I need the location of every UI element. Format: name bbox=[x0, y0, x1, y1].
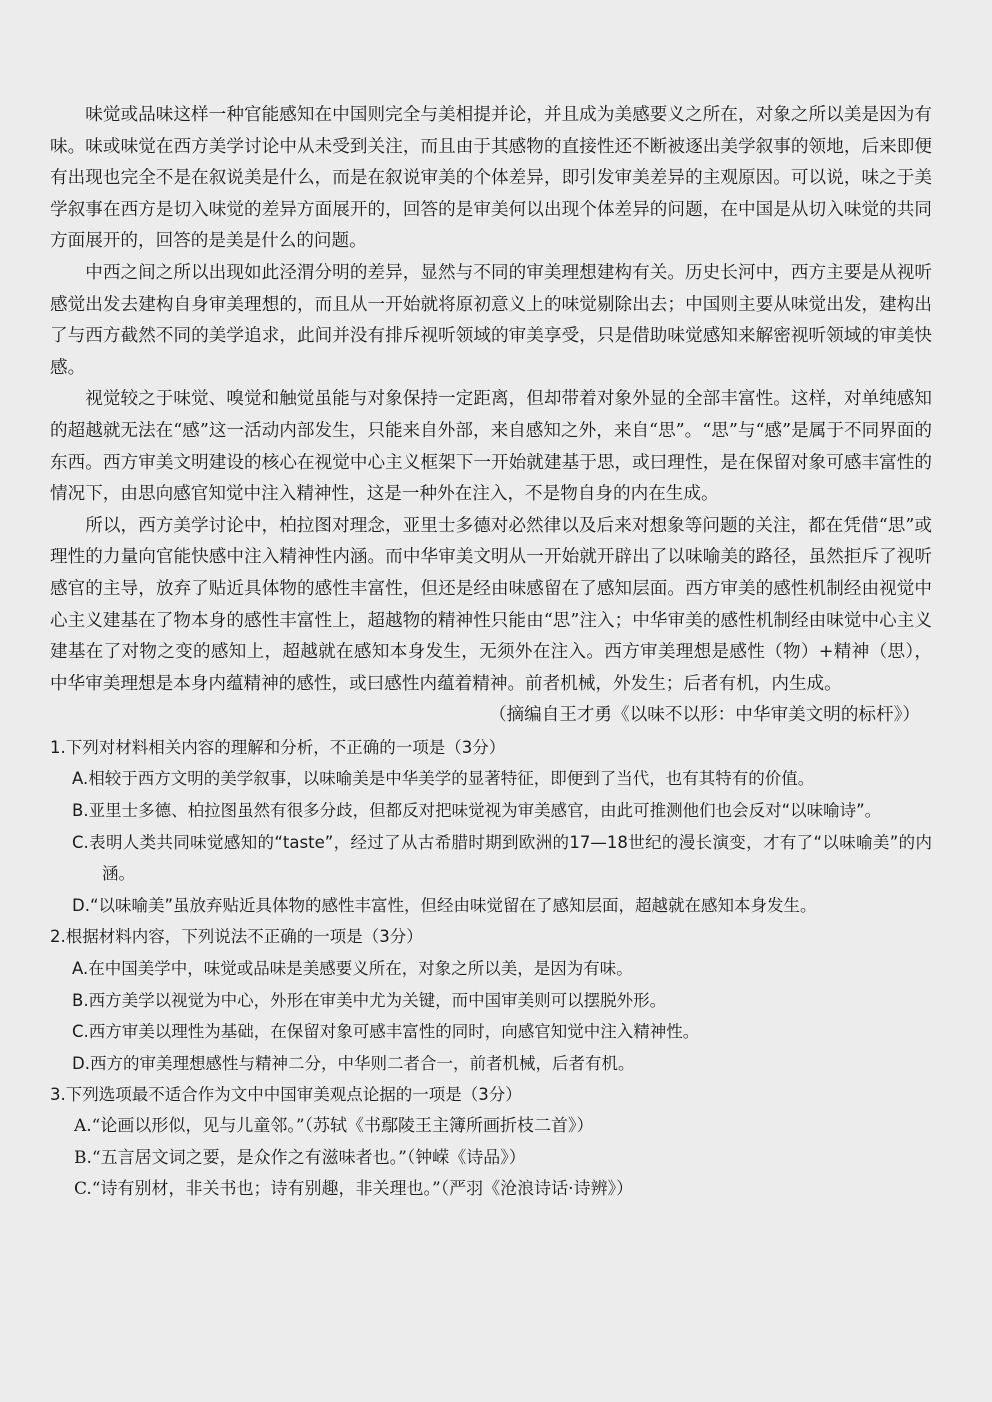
passage-paragraph-2: 中西之间之所以出现如此泾渭分明的差异，显然与不同的审美理想建构有关。历史长河中，西方主要是从视听感觉出发去建构自身审美理想的，而且从一开始就将原初意义上的味觉剔除出去；中国则主要从味觉出发，建构出了与西方截然不同的美学追求，此间并没有排斥视听领域的审美享受，只是借助味觉感知来解密视听领域的审美快感。 bbox=[50, 262, 932, 378]
passage-paragraph-3: 视觉较之于味觉、嗅觉和触觉虽能与对象保持一定距离，但却带着对象外显的全部丰富性。这样，对单纯感知的超越就无法在“感”这一活动内部发生，只能来自外部，来自感知之外，来自“思”。“思”与“感”是属于不同界面的东西。西方审美文明建设的核心在视觉中心主义框架下一开始就建基于思，或曰理性，是在保留对象可感丰富性的情况下，由思向感官知觉中注入精神性，这是一种外在注入，不是物自身的内在生成。 bbox=[50, 389, 932, 505]
option-c: C.“诗有别材，非关书也；诗有别趣，非关理也。”（严羽《沧浪诗话·诗辨》） bbox=[74, 1179, 634, 1200]
option-c: C.表明人类共同味觉感知的“taste”，经过了从古希腊时期到欧洲的17—18世纪的漫长演变，才有了“以味喻美”的内涵。 bbox=[72, 832, 932, 884]
option-a: A.在中国美学中，味觉或品味是美感要义所在，对象之所以美，是因为有味。 bbox=[72, 959, 633, 979]
question-2 bbox=[50, 921, 932, 1079]
question-stem: 2.根据材料内容，下列说法不正确的一项是（3分） bbox=[50, 927, 423, 947]
question-stem: 3.下列选项最不适合作为文中中国审美观点论据的一项是（3分） bbox=[50, 1085, 522, 1105]
question-stem: 1.下列对材料相关内容的理解和分析，不正确的一项是（3分） bbox=[50, 737, 506, 757]
reading-passage bbox=[50, 100, 932, 732]
option-d: D.西方的审美理想感性与精神二分，中华则二者合一，前者机械，后者有机。 bbox=[72, 1053, 635, 1073]
option-a: A.“论画以形似，见与儿童邻。”（苏轼《书鄢陵王主簿所画折枝二首》） bbox=[74, 1116, 594, 1136]
option-b: B.亚里士多德、柏拉图虽然有很多分歧，但都反对把味觉视为审美感官，由此可推测他们也会反对“以味喻诗”。 bbox=[72, 801, 882, 821]
question-3 bbox=[50, 1079, 932, 1205]
passage-paragraph-4: 所以，西方美学讨论中，柏拉图对理念，亚里士多德对必然律以及后来对想象等问题的关注，都在凭借“思”或理性的力量向官能快感中注入精神性内涵。而中华审美文明从一开始就开辟出了以味喻美的路径，虽然拒斥了视听感官的主导，放弃了贴近具体物的感性丰富性，但还是经由味感留在了感知层面。西方审美的感性机制经由视觉中心主义建基在了物本身的感性丰富性上，超越物的精神性只能由“思”注入；中华审美的感性机制经由味觉中心主义建基在了对物之变的感知上，超越就在感知本身发生，无须外在注入。西方审美理想是感性（物）+精神（思），中华审美理想是本身内蕴精神的感性，或曰感性内蕴着精神。前者机械，外发生；后者有机，内生成。 bbox=[50, 515, 932, 694]
passage-source: （摘编自王才勇《以味不以形：中华审美文明的标杆》） bbox=[488, 705, 920, 726]
option-d: D.“以味喻美”虽放弃贴近具体物的感性丰富性，但经由味觉留在了感知层面，超越就在感知本身发生。 bbox=[72, 895, 817, 915]
option-b: B.“五言居文词之要，是众作之有滋味者也。”（钟嵘《诗品》） bbox=[74, 1147, 526, 1168]
question-1 bbox=[50, 732, 932, 922]
option-c: C.西方审美以理性为基础，在保留对象可感丰富性的同时，向感官知觉中注入精神性。 bbox=[72, 1022, 700, 1042]
passage-paragraph-1: 味觉或品味这样一种官能感知在中国则完全与美相提并论，并且成为美感要义之所在，对象之所以美是因为有味。味或味觉在西方美学讨论中从未受到关注，而且由于其感物的直接性还不断被逐出美学叙事的领地，后来即便有出现也完全不是在叙说美是什么，而是在叙说审美的个体差异，即引发审美差异的主观原因。可以说，味之于美学叙事在西方是切入味觉的差异方面展开的，回答的是审美何以出现个体差异的问题，在中国是从切入味觉的共同方面展开的，回答的是美是什么的问题。 bbox=[50, 105, 932, 252]
option-a: A.相较于西方文明的美学叙事，以味喻美是中华美学的显著特征，即便到了当代，也有其特有的价值。 bbox=[72, 769, 815, 789]
option-b: B.西方美学以视觉为中心，外形在审美中尤为关键，而中国审美则可以摆脱外形。 bbox=[72, 990, 667, 1010]
